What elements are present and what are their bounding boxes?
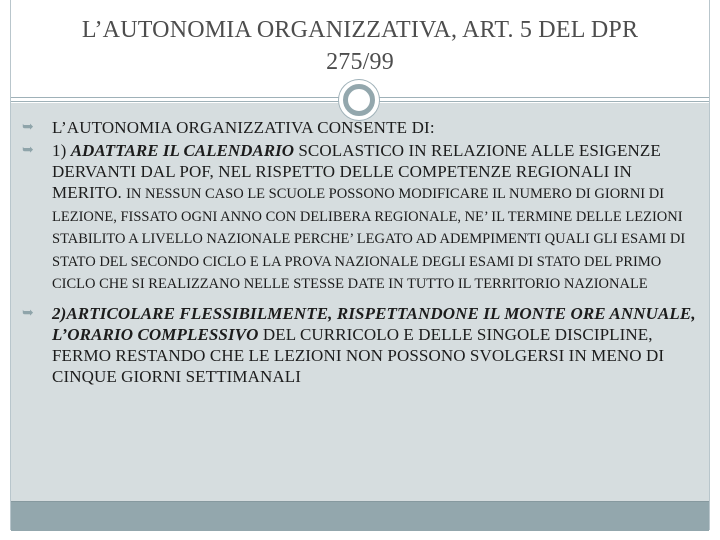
footer-bar (11, 501, 709, 531)
arrow-bullet-icon: ➥ (22, 120, 34, 135)
bullet-emphasis: ADATTARE IL CALENDARIO (70, 141, 294, 160)
bullet-list (20, 117, 700, 389)
arrow-bullet-icon: ➥ (22, 305, 34, 321)
bullet-text: DEL CURRICOLO E DELLE SINGOLE DISCIPLINE, FERMO RESTANDO CHE LE LEZIONI NON POSSONO SVOLGERSI IN MENO DI CINQUE GIORNI SETTIMANALI (52, 324, 665, 386)
circle-ornament-icon (339, 80, 379, 120)
bullet-prefix: 1) (52, 141, 71, 160)
bullet-item-intro (20, 117, 700, 138)
bullet-emphasis: 2)ARTICOLARE FLESSIBILMENTE, RISPETTANDONE IL MONTE ORE ANNUALE, L’ORARIO COMPLESSIVO (52, 303, 696, 344)
slide-title: L’AUTONOMIA ORGANIZZATIVA, ART. 5 DEL DPR 275/99 (81, 17, 639, 75)
bullet-text: SCOLASTICO IN RELAZIONE ALLE ESIGENZE DERVANTI DAL POF, NEL RISPETTO DELLE COMPETENZE REGIONALI IN MERITO. (52, 141, 661, 202)
bullet-item-calendario (20, 140, 700, 295)
bullet-text: L’AUTONOMIA ORGANIZZATIVA CONSENTE DI: (52, 118, 435, 137)
bullet-item-orario (20, 303, 700, 387)
arrow-bullet-icon: ➥ (22, 143, 34, 158)
bullet-note: IN NESSUN CASO LE SCUOLE POSSONO MODIFICARE IL NUMERO DI GIORNI DI LEZIONE, FISSATO OGNI ANNO CON DELIBERA REGIONALE, NE’ IL TERMINE DELLE LEZIONI STABILITO A LIVELLO NAZIONALE PERCHE’ LEGATO AD ADEMPIMENTI QUALI GLI ESAMI DI STATO DEL SECONDO CICLO E LA PROVA NAZIONALE DEGLI ESAMI DI STATO DEL PRIMO CICLO CHE SI REALIZZANO NELLE STESSE DATE IN TUTTO IL TERRITORIO NAZIONALE (52, 186, 686, 292)
